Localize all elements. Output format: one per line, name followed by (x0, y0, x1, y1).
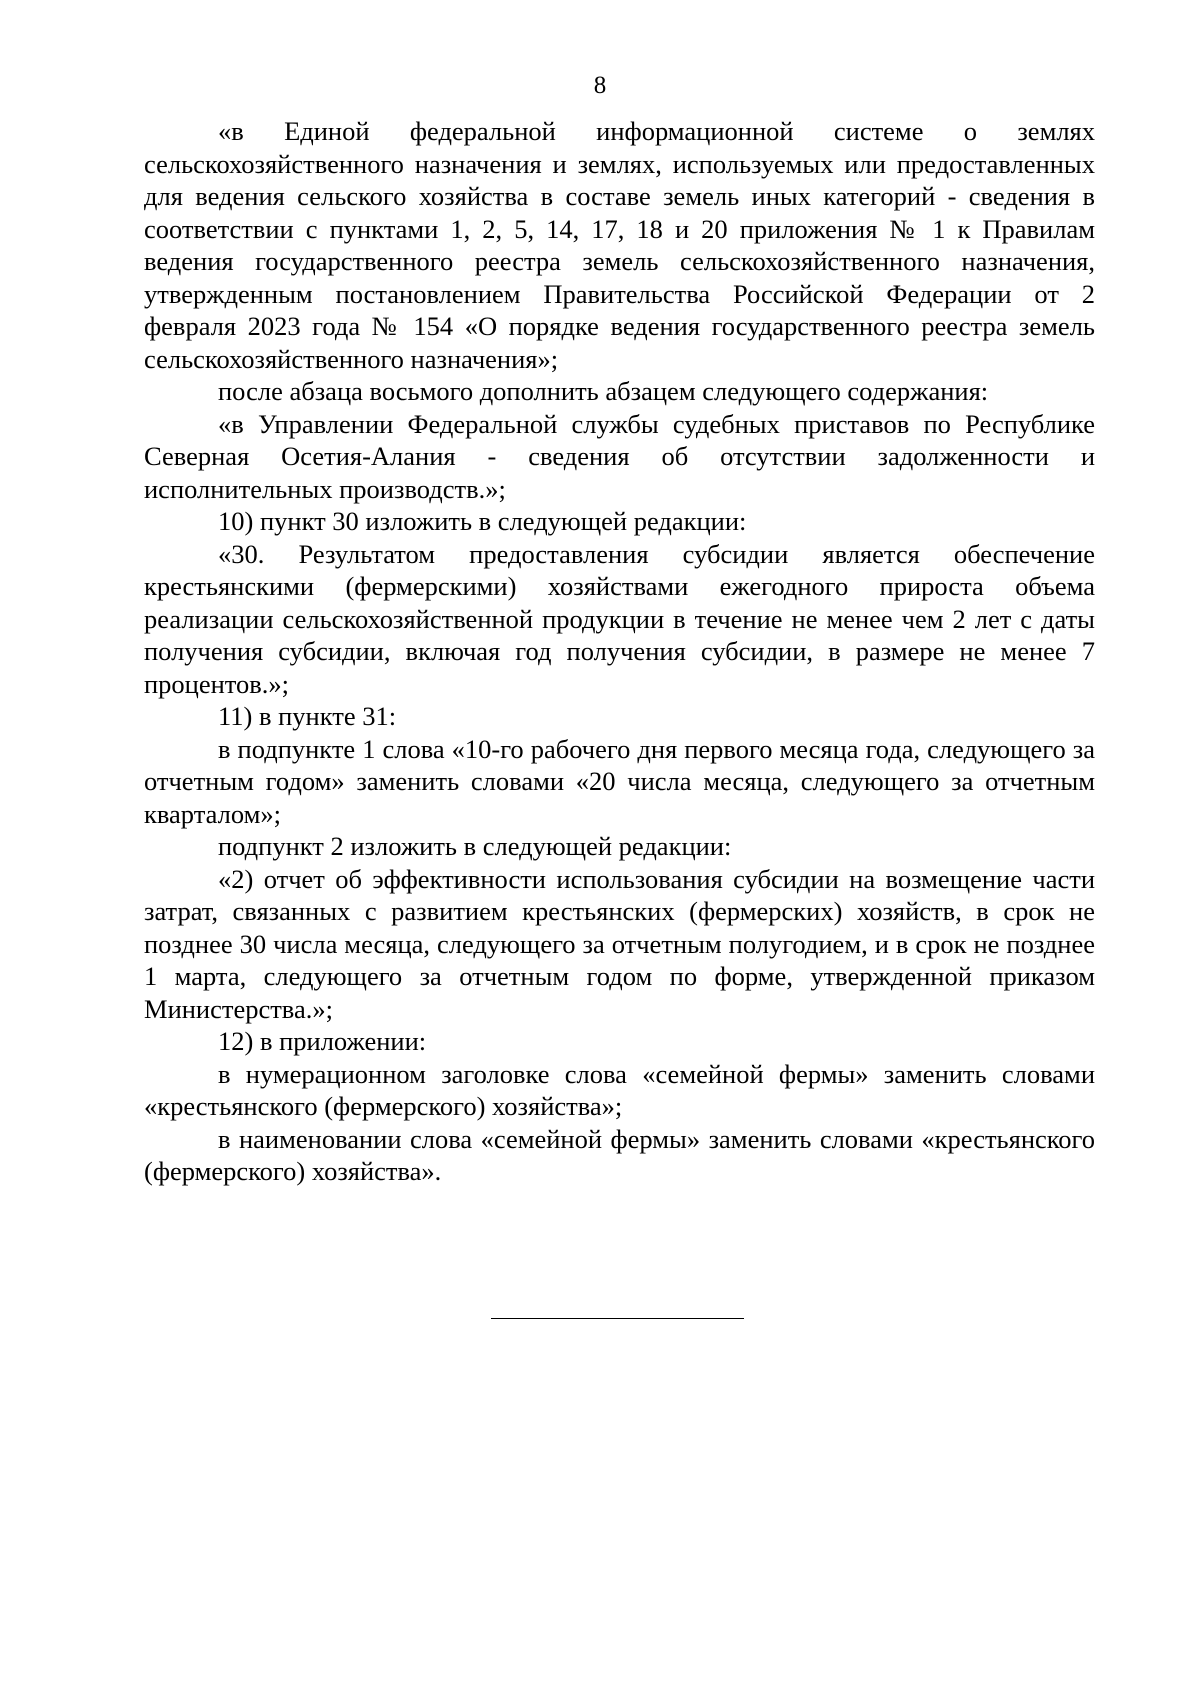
paragraph-subpoint-1: в подпункте 1 слова «10-го рабочего дня первого месяца года, следующего за отчетным годом» заменить словами «20 числа месяца, следующего за отчетным кварталом»; (144, 733, 1095, 829)
paragraph-amend-after-eighth: после абзаца восьмого дополнить абзацем следующего содержания: (218, 376, 989, 406)
paragraph-numbered-heading: в нумерационном заголовке слова «семейной фермы» заменить словами «крестьянского (фермерского) хозяйства»; (144, 1058, 1095, 1121)
paragraph-point-30-text: «30. Результатом предоставления субсидии является обеспечение крестьянскими (фермерскими) хозяйствами ежегодного прироста объема реализации сельскохозяйственной продукции в течение не менее чем 2 лет с даты получения субсидии, включая год получения субсидии, в размере не менее 7 процентов.»; (144, 538, 1095, 699)
paragraph-subpoint-2-text: «2) отчет об эффективности использования субсидии на возмещение части затрат, связанных с развитием крестьянских (фермерских) хозяйств, в срок не позднее 30 числа месяца, следующего за отчетным полугодием, и в срок не позднее 1 марта, следующего за отчетным годом по форме, утвержденной приказом Министерства.»; (144, 863, 1095, 1024)
paragraph-name-replacement: в наименовании слова «семейной фермы» заменить словами «крестьянского (фермерского) хозяйства». (144, 1123, 1095, 1186)
document-body (144, 115, 1095, 1188)
paragraph-bailiffs-info: «в Управлении Федеральной службы судебных приставов по Республике Северная Осетия-Алания - сведения об отсутствии задолженности и исполнительных производств.»; (144, 408, 1095, 504)
paragraph-egfis-info: «в Единой федеральной информационной системе о землях сельскохозяйственного назначения и землях, используемых или предоставленных для ведения сельского хозяйства в составе земель иных категорий - сведения в соответствии с пунктами 1, 2, 5, 14, 17, 18 и 20 приложения № 1 к Правилам ведения государственного реестра земель сельскохозяйственного назначения, утвержденным постановлением Правительства Российской Федерации от 2 февраля 2023 года № 154 «О порядке ведения государственного реестра земель сельскохозяйственного назначения»; (144, 116, 1095, 374)
end-divider-line (491, 1318, 744, 1319)
paragraph-item-10: 10) пункт 30 изложить в следующей редакции: (218, 506, 747, 536)
page-number: 8 (593, 72, 607, 99)
paragraph-item-12: 12) в приложении: (218, 1026, 427, 1056)
paragraph-item-11: 11) в пункте 31: (218, 701, 397, 731)
paragraph-subpoint-2-intro: подпункт 2 изложить в следующей редакции: (218, 831, 732, 861)
